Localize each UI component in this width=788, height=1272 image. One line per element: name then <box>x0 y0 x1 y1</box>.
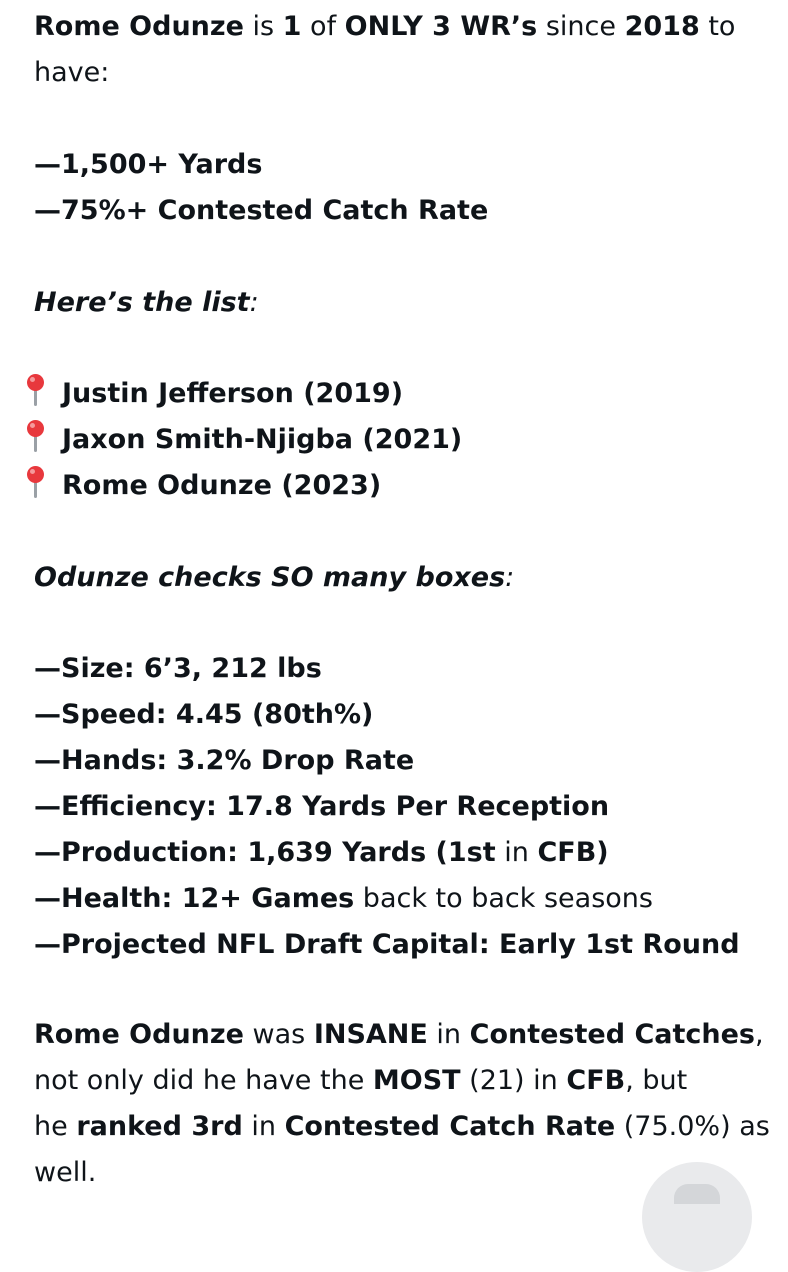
compose-reply-button[interactable] <box>642 1162 752 1272</box>
text-run: of <box>301 11 345 42</box>
box-item: —Projected NFL Draft Capital: Early 1st Round <box>34 929 740 960</box>
boxes-heading: Odunze checks SO many boxes: <box>34 562 515 593</box>
closing-line-1 <box>34 1012 764 1058</box>
list-item: Rome Odunze (2023) <box>12 463 381 509</box>
text-run: not only did he have the <box>34 1065 373 1096</box>
text-run: Contested Catch Rate <box>284 1111 616 1142</box>
round-pushpin-icon <box>22 465 48 499</box>
dash-glyph: — <box>34 149 60 180</box>
text-run: in <box>242 1111 285 1142</box>
text-run: , but <box>625 1065 688 1096</box>
text-run: ranked 3rd <box>76 1111 243 1142</box>
criteria-item: —1,500+ Yards <box>34 149 263 180</box>
intro-line-2: have: <box>34 57 110 88</box>
box-item: —Efficiency: 17.8 Yards Per Reception <box>34 791 610 822</box>
box-item: —Size: 6’3, 212 lbs <box>34 653 322 684</box>
round-pushpin-icon <box>22 419 48 453</box>
text-run: INSANE <box>313 1019 428 1050</box>
closing-line-4: well. <box>34 1157 97 1188</box>
intro-line-1 <box>34 4 735 50</box>
text-run: 2018 <box>624 11 700 42</box>
text-run: (21) in <box>460 1065 567 1096</box>
text-run: ONLY 3 WR’s <box>344 11 538 42</box>
text-run: 1 <box>282 11 302 42</box>
text-run: Contested Catches <box>469 1019 755 1050</box>
box-item: —Speed: 4.45 (80th%) <box>34 699 374 730</box>
text-run: to <box>699 11 736 42</box>
dash-glyph: — <box>34 195 60 226</box>
text-run: he <box>34 1111 77 1142</box>
text-run: since <box>537 11 625 42</box>
text-run: Rome Odunze <box>34 1019 244 1050</box>
list-heading: Here’s the list: <box>34 287 259 318</box>
list-item: Jaxon Smith-Njigba (2021) <box>12 417 462 463</box>
closing-line-3 <box>34 1104 770 1150</box>
box-item: —Production: 1,639 Yards (1st in CFB) <box>34 837 609 868</box>
text-run: was <box>243 1019 314 1050</box>
text-run: (75.0%) as <box>615 1111 770 1142</box>
text-run: is <box>243 11 283 42</box>
box-item: —Health: 12+ Games back to back seasons <box>34 883 653 914</box>
text-run: CFB <box>566 1065 626 1096</box>
text-run: MOST <box>372 1065 461 1096</box>
criteria-item: —75%+ Contested Catch Rate <box>34 195 489 226</box>
text-run: in <box>427 1019 470 1050</box>
list-item: Justin Jefferson (2019) <box>12 371 403 417</box>
closing-line-2 <box>34 1058 687 1104</box>
text-run: , <box>755 1019 764 1050</box>
text-run: Rome Odunze <box>34 11 244 42</box>
compose-icon <box>674 1184 720 1204</box>
round-pushpin-icon <box>22 373 48 407</box>
box-item: —Hands: 3.2% Drop Rate <box>34 745 415 776</box>
